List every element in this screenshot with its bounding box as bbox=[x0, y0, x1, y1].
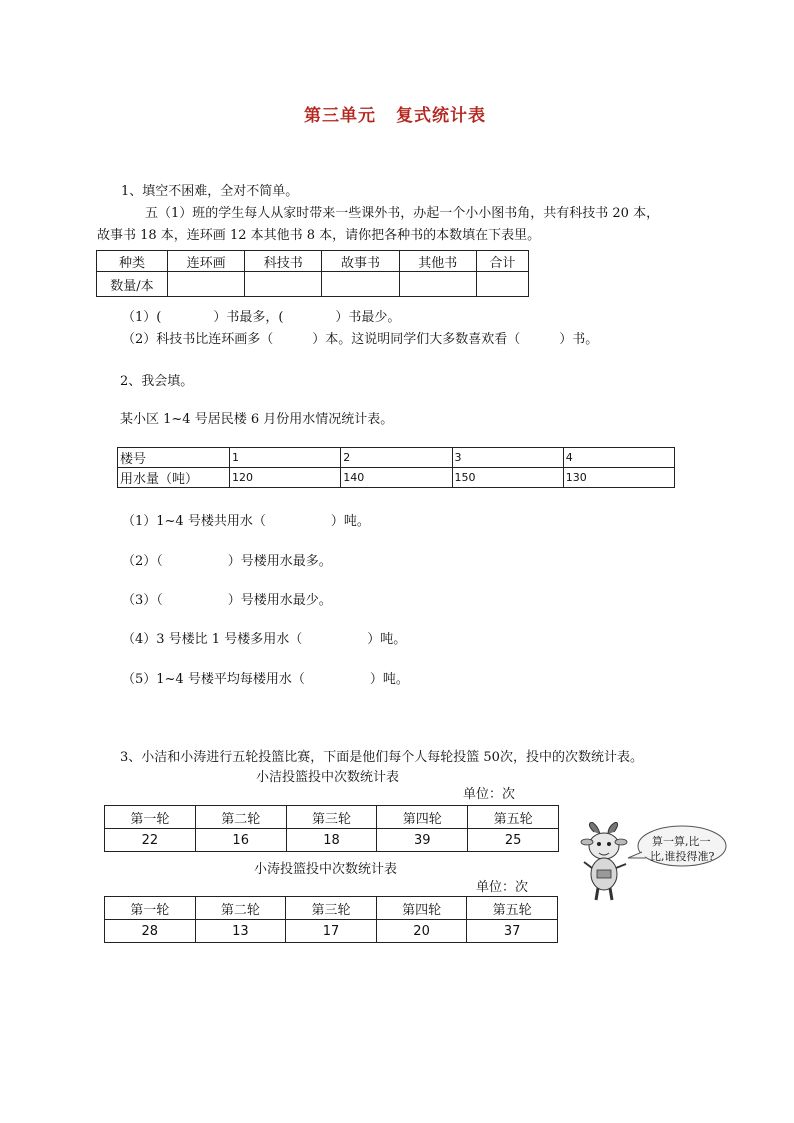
bubble-line2: 比,谁投得准? bbox=[650, 850, 715, 863]
round-value: 28 bbox=[105, 920, 196, 943]
round-header: 第二轮 bbox=[195, 897, 286, 920]
books-row-label: 数量/本 bbox=[97, 272, 168, 297]
q2-sub2: （2）（ ）号楼用水最多。 bbox=[122, 554, 332, 569]
round-header: 第三轮 bbox=[286, 897, 377, 920]
q2-sub1: （1）1~4 号楼共用水（ ）吨。 bbox=[122, 514, 370, 529]
building-number: 3 bbox=[452, 448, 563, 468]
page-title bbox=[304, 101, 486, 126]
books-table bbox=[96, 250, 529, 297]
title-unit: 第三单元 bbox=[304, 106, 376, 126]
round-value: 37 bbox=[467, 920, 558, 943]
books-header-cell: 故事书 bbox=[322, 251, 399, 272]
water-row-label: 用水量（吨） bbox=[118, 468, 230, 488]
books-count-row bbox=[97, 272, 529, 297]
q1-heading: 1、填空不困难，全对不简单。 bbox=[121, 184, 299, 199]
title-topic: 复式统计表 bbox=[396, 106, 486, 126]
q2-sub4: （4）3 号楼比 1 号楼多用水（ ）吨。 bbox=[122, 632, 407, 647]
water-usage-row bbox=[118, 468, 675, 488]
water-value: 150 bbox=[452, 468, 563, 488]
round-header: 第三轮 bbox=[286, 806, 377, 829]
books-answer-cell[interactable] bbox=[399, 272, 476, 297]
q1-line1: 五（1）班的学生每人从家时带来一些课外书，办起一个小小图书角，共有科技书 20 本， bbox=[145, 206, 660, 221]
books-header-cell: 科技书 bbox=[245, 251, 322, 272]
round-header: 第五轮 bbox=[467, 897, 558, 920]
books-answer-cell[interactable] bbox=[168, 272, 245, 297]
water-row-label: 楼号 bbox=[118, 448, 230, 468]
round-header: 第一轮 bbox=[105, 806, 196, 829]
round-value: 17 bbox=[286, 920, 377, 943]
xiaojie-values-row bbox=[105, 829, 559, 852]
round-value: 25 bbox=[468, 829, 559, 852]
round-value: 22 bbox=[105, 829, 196, 852]
water-value: 120 bbox=[230, 468, 341, 488]
books-header-cell: 连环画 bbox=[168, 251, 245, 272]
xiaotao-table bbox=[104, 896, 558, 943]
table1-caption: 小洁投篮投中次数统计表 bbox=[256, 770, 400, 785]
xiaojie-header-row bbox=[105, 806, 559, 829]
round-value: 16 bbox=[195, 829, 286, 852]
water-value: 140 bbox=[341, 468, 452, 488]
round-header: 第四轮 bbox=[377, 806, 468, 829]
building-number: 2 bbox=[341, 448, 452, 468]
q2-sub3: （3）（ ）号楼用水最少。 bbox=[122, 593, 332, 608]
water-value: 130 bbox=[563, 468, 674, 488]
books-header-cell: 种类 bbox=[97, 251, 168, 272]
books-answer-cell[interactable] bbox=[476, 272, 528, 297]
round-value: 20 bbox=[376, 920, 467, 943]
round-value: 13 bbox=[195, 920, 286, 943]
q1-line2: 故事书 18 本，连环画 12 本其他书 8 本，请你把各种书的本数填在下表里。 bbox=[97, 228, 541, 243]
books-answer-cell[interactable] bbox=[245, 272, 322, 297]
round-header: 第一轮 bbox=[105, 897, 196, 920]
xiaojie-table bbox=[104, 805, 559, 852]
round-value: 18 bbox=[286, 829, 377, 852]
round-value: 39 bbox=[377, 829, 468, 852]
books-header-cell: 合计 bbox=[476, 251, 528, 272]
water-table bbox=[117, 447, 675, 488]
books-header-cell: 其他书 bbox=[399, 251, 476, 272]
xiaotao-header-row bbox=[105, 897, 558, 920]
table2-unit: 单位：次 bbox=[476, 880, 529, 895]
books-header-row bbox=[97, 251, 529, 272]
round-header: 第四轮 bbox=[376, 897, 467, 920]
water-building-row bbox=[118, 448, 675, 468]
q1-sub1: （1）( ）书最多，( ）书最少。 bbox=[122, 310, 401, 325]
q2-sub5: （5）1~4 号楼平均每楼用水（ ）吨。 bbox=[122, 672, 409, 687]
round-header: 第二轮 bbox=[195, 806, 286, 829]
round-header: 第五轮 bbox=[468, 806, 559, 829]
table2-caption: 小涛投篮投中次数统计表 bbox=[254, 862, 398, 877]
xiaotao-values-row bbox=[105, 920, 558, 943]
table1-unit: 单位：次 bbox=[463, 787, 516, 802]
goat-illustration bbox=[580, 822, 730, 902]
building-number: 1 bbox=[230, 448, 341, 468]
q3-heading: 3、小洁和小涛进行五轮投篮比赛，下面是他们每个人每轮投篮 50次，投中的次数统计表。 bbox=[120, 750, 643, 765]
bubble-line1: 算一算,比一 bbox=[652, 835, 711, 848]
q1-sub2: （2）科技书比连环画多（ ）本。这说明同学们大多数喜欢看（ ）书。 bbox=[122, 332, 599, 347]
books-answer-cell[interactable] bbox=[322, 272, 399, 297]
q2-intro: 某小区 1~4 号居民楼 6 月份用水情况统计表。 bbox=[120, 412, 394, 427]
q2-heading: 2、我会填。 bbox=[120, 374, 194, 389]
building-number: 4 bbox=[563, 448, 674, 468]
